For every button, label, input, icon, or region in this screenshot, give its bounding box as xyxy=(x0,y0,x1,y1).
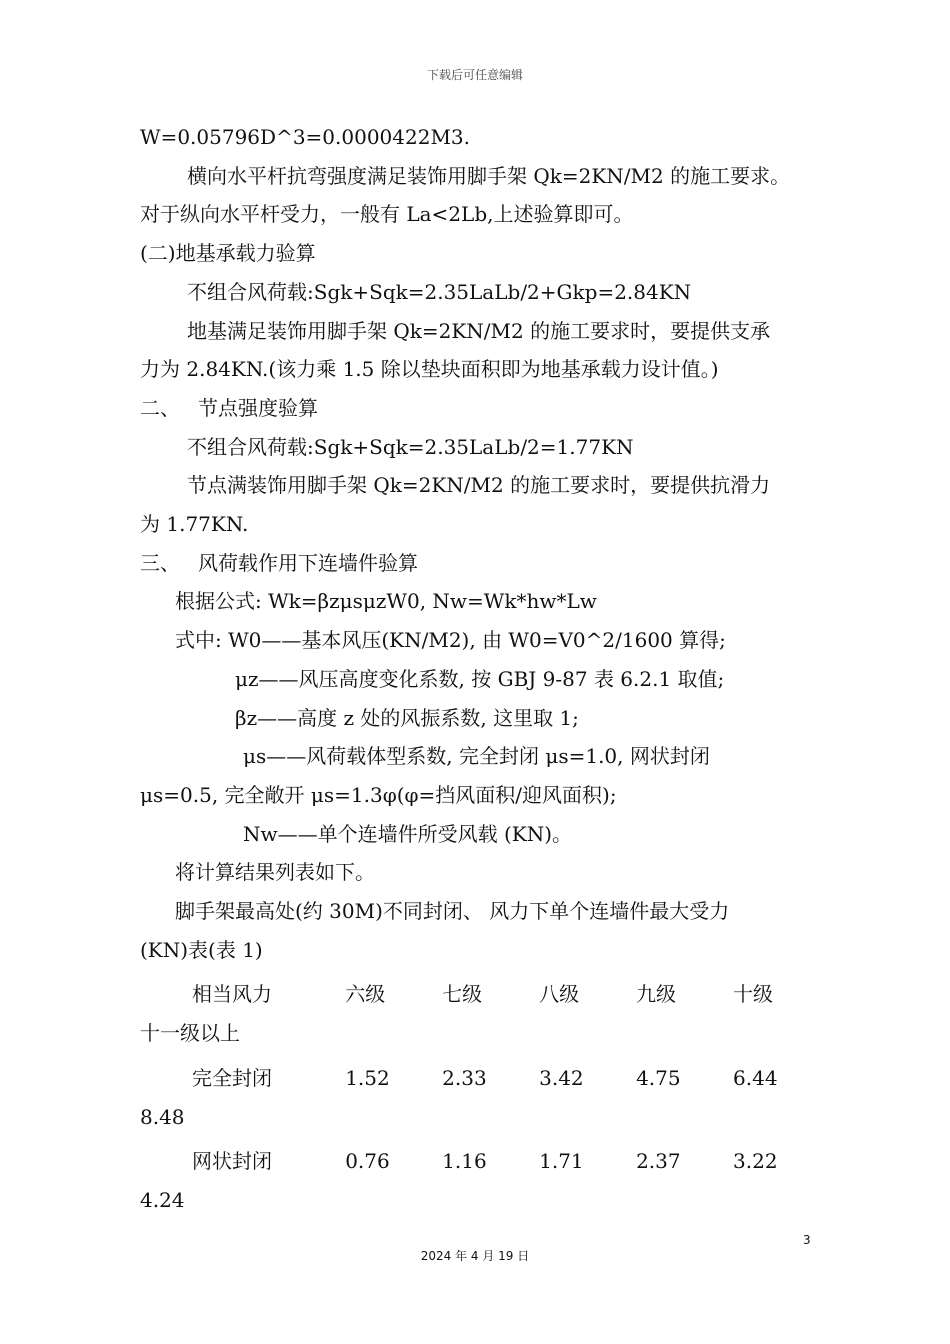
section-heading xyxy=(140,544,830,583)
table-header-cell: 六级 xyxy=(345,982,386,1007)
table-cell: 1.52 xyxy=(345,1065,390,1090)
table-cell: 2.33 xyxy=(442,1065,487,1090)
table-cell: 8.48 xyxy=(140,1104,185,1129)
table-row-label: 完全封闭 xyxy=(192,1065,272,1090)
table-cell: 4.24 xyxy=(140,1187,185,1212)
text-line: μs=0.5, 完全敞开 μs=1.3φ(φ=挡风面积/迎风面积); xyxy=(140,782,617,807)
text-line: W=0.05796D^3=0.0000422M3. xyxy=(140,125,471,149)
section-number: 二、 xyxy=(140,395,180,420)
page-footer-date: 2024 年 4 月 19 日 xyxy=(420,1249,530,1263)
table-cell: 1.16 xyxy=(442,1149,487,1174)
text-line: 不组合风荷载:Sgk+Sqk=2.35LaLb/2+Gkp=2.84KN xyxy=(187,279,692,304)
table-header-cell: 相当风力 xyxy=(192,982,272,1007)
table-header-cell: 十一级以上 xyxy=(140,1021,240,1046)
text-line: Nw——单个连墙件所受风载 (KN)。 xyxy=(243,821,573,846)
page-header: 下载后可任意编辑 xyxy=(426,68,523,82)
page-number: 3 xyxy=(803,1233,811,1247)
text-line: 脚手架最高处(约 30M)不同封闭、 风力下单个连墙件最大受力 xyxy=(175,899,730,924)
text-line: 为 1.77KN. xyxy=(140,512,249,537)
section-title: 节点强度验算 xyxy=(198,395,318,420)
table-row xyxy=(140,1059,830,1098)
table-header-cell: 八级 xyxy=(539,982,580,1007)
table-header-cell: 九级 xyxy=(636,982,677,1007)
text-line: (KN)表(表 1) xyxy=(140,937,263,962)
text-line: 地基满足装饰用脚手架 Qk=2KN/M2 的施工要求时，要提供支承 xyxy=(187,318,771,343)
text-line: 力为 2.84KN.(该力乘 1.5 除以垫块面积即为地基承载力设计值。) xyxy=(140,357,719,382)
text-line: μs——风荷载体型系数, 完全封闭 μs=1.0, 网状封闭 xyxy=(243,744,710,769)
text-line: 根据公式: Wk=βzμsμzW0, Nw=Wk*hw*Lw xyxy=(175,589,597,614)
table-cell: 6.44 xyxy=(733,1065,778,1090)
text-line: βz——高度 z 处的风振系数, 这里取 1; xyxy=(235,705,579,730)
section-number: 三、 xyxy=(140,550,180,575)
table-cell: 4.75 xyxy=(636,1065,681,1090)
table-header-cell: 七级 xyxy=(442,982,483,1007)
table-row-label: 网状封闭 xyxy=(192,1149,272,1174)
text-line: 将计算结果列表如下。 xyxy=(175,860,375,885)
table-cell: 3.22 xyxy=(733,1149,778,1174)
text-line: μz——风压高度变化系数, 按 GBJ 9-87 表 6.2.1 取值; xyxy=(235,666,725,691)
section-heading: (二)地基承载力验算 xyxy=(140,241,316,266)
table-cell: 2.37 xyxy=(636,1149,681,1174)
table-cell: 1.71 xyxy=(539,1149,584,1174)
text-line: 节点满装饰用脚手架 Qk=2KN/M2 的施工要求时，要提供抗滑力 xyxy=(187,473,771,498)
table-row xyxy=(140,1142,830,1181)
document-body xyxy=(140,118,830,1220)
text-line: 对于纵向水平杆受力，一般有 La<2Lb,上述验算即可。 xyxy=(140,202,634,227)
table-header-cell: 十级 xyxy=(733,982,774,1007)
table-header-row xyxy=(140,975,830,1014)
table-cell: 0.76 xyxy=(345,1149,390,1174)
section-title: 风荷载作用下连墙件验算 xyxy=(198,550,418,575)
text-line: 横向水平杆抗弯强度满足装饰用脚手架 Qk=2KN/M2 的施工要求。 xyxy=(187,163,791,188)
text-line: 式中: W0——基本风压(KN/M2), 由 W0=V0^2/1600 算得; xyxy=(175,628,726,653)
text-line: 不组合风荷载:Sgk+Sqk=2.35LaLb/2=1.77KN xyxy=(187,434,634,459)
table-cell: 3.42 xyxy=(539,1065,584,1090)
section-heading xyxy=(140,389,830,428)
